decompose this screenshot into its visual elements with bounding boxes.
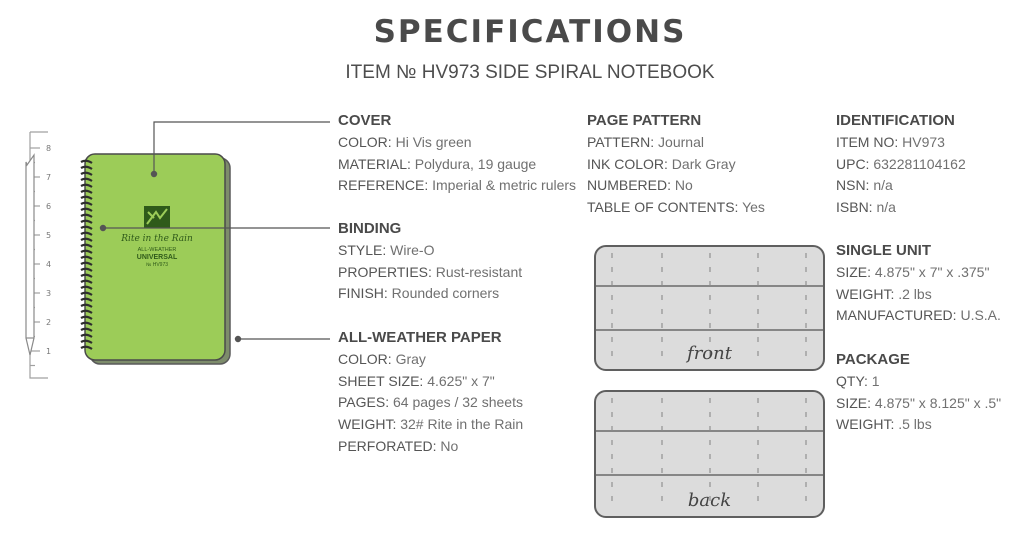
cover-spec-row [338, 175, 576, 197]
page-pattern-spec-row [587, 197, 765, 219]
ruler-number: 2 [46, 318, 52, 327]
binding-spec-row [338, 262, 522, 284]
spec-key: WEIGHT: [338, 416, 397, 433]
paper-spec-row [338, 392, 523, 414]
spec-key: QTY: [836, 373, 868, 389]
spec-value: 32# Rite in the Rain [400, 416, 524, 433]
package-spec-row [836, 393, 1001, 415]
spec-key: SIZE: [836, 264, 872, 280]
ruler-number: 3 [46, 289, 52, 298]
spec-value: 4.625" x 7" [427, 372, 495, 389]
package-spec-row [836, 371, 1001, 393]
binding-spec-row [338, 240, 522, 262]
identification-spec-row [836, 154, 966, 176]
spec-value: Rust-resistant [435, 263, 523, 280]
cover-spec-row [338, 132, 576, 154]
brand-universal: UNIVERSAL [136, 254, 178, 261]
spec-key: SIZE: [836, 394, 872, 411]
spec-key: COLOR: [338, 351, 392, 367]
spec-value: U.S.A. [960, 307, 1001, 324]
identification-heading: IDENTIFICATION [836, 112, 955, 129]
identification-section [836, 110, 966, 219]
spec-key: ISBN: [836, 199, 873, 216]
spec-key: FINISH: [338, 285, 388, 302]
cover-section [338, 110, 576, 197]
spec-key: PROPERTIES: [338, 263, 432, 280]
paper-spec-row [338, 371, 523, 393]
spec-key: STYLE: [338, 242, 387, 258]
spec-value: .2 lbs [898, 285, 932, 302]
spec-value: 4.875" x 8.125" x .5" [874, 394, 1002, 411]
spec-key: MANUFACTURED: [836, 307, 957, 324]
spec-value: n/a [873, 177, 893, 194]
page-pattern-spec-row [587, 132, 765, 154]
front-label: front [687, 343, 732, 364]
identification-spec-row [836, 197, 966, 219]
spec-value: HV973 [902, 134, 945, 150]
spec-value: No [674, 177, 693, 194]
spec-value: Wire-O [390, 242, 435, 258]
spec-value: .5 lbs [898, 416, 932, 433]
paper-heading: ALL-WEATHER PAPER [338, 329, 502, 346]
brand-allweather: ALL-WEATHER [137, 247, 177, 253]
package-section [836, 349, 1001, 436]
ruler-number: 4 [46, 260, 52, 269]
spec-key: SHEET SIZE: [338, 372, 424, 389]
spec-value: 4.875" x 7" x .375" [874, 264, 990, 280]
page-pattern-spec-row [587, 175, 765, 197]
paper-spec-row [338, 414, 523, 436]
cover-callout-dot [151, 171, 156, 176]
page-pattern-section [587, 110, 765, 219]
spec-value: 632281104162 [873, 155, 966, 172]
brand-item-no: № HV973 [145, 262, 169, 268]
spec-key: NSN: [836, 177, 870, 194]
single-unit-heading: SINGLE UNIT [836, 242, 932, 259]
brand-script: Rite in the Rain [121, 234, 193, 244]
back-page-sample [594, 390, 825, 518]
single-unit-spec-row [836, 284, 1001, 306]
binding-spec-row [338, 283, 522, 305]
spec-value: n/a [876, 199, 896, 216]
spec-value: Yes [742, 199, 765, 216]
binding-section [338, 218, 522, 305]
cover-spec-row [338, 154, 576, 176]
rite-in-the-rain-logo-icon [144, 206, 170, 228]
spec-value: Dark Gray [671, 155, 736, 172]
spec-key: NUMBERED: [587, 177, 672, 194]
identification-spec-row [836, 175, 966, 197]
spec-key: PATTERN: [587, 134, 655, 150]
binding-heading: BINDING [338, 220, 402, 237]
spec-value: Polydura, 19 gauge [414, 155, 537, 172]
single-unit-spec-row [836, 262, 1001, 284]
spec-value: 64 pages / 32 sheets [392, 394, 523, 411]
spec-key: ITEM NO: [836, 134, 899, 150]
spec-value: 1 [871, 373, 880, 389]
package-spec-row [836, 414, 1001, 436]
ruler-number: 7 [46, 173, 52, 182]
page-pattern-spec-row [587, 154, 765, 176]
single-unit-spec-row [836, 305, 1001, 327]
spec-key: PERFORATED: [338, 437, 437, 454]
spec-value: Rounded corners [391, 285, 500, 302]
spec-key: WEIGHT: [836, 416, 895, 433]
spec-value: Imperial & metric rulers [432, 177, 577, 194]
ruler-number: 1 [46, 347, 52, 356]
spec-value: Gray [395, 351, 426, 367]
notebook-illustration [0, 110, 330, 510]
ruler-number: 8 [46, 144, 52, 153]
spec-key: TABLE OF CONTENTS: [587, 199, 739, 216]
spec-key: INK COLOR: [587, 155, 668, 172]
ruler-number: 6 [46, 202, 52, 211]
paper-callout-dot [235, 336, 240, 341]
paper-spec-row [338, 436, 523, 458]
page-subtitle: ITEM № HV973 SIDE SPIRAL NOTEBOOK [345, 62, 715, 83]
spec-key: REFERENCE: [338, 177, 429, 194]
spec-value: No [440, 437, 459, 454]
page-pattern-heading: PAGE PATTERN [587, 112, 702, 129]
pencil-icon [26, 155, 34, 355]
page-title: SPECIFICATIONS [373, 14, 687, 50]
paper-section [338, 327, 523, 457]
cover-heading: COVER [338, 112, 392, 129]
single-unit-section [836, 240, 1001, 327]
package-heading: PACKAGE [836, 351, 910, 368]
back-label: back [687, 490, 732, 511]
front-page-sample [594, 245, 825, 371]
spec-value: Journal [658, 134, 704, 150]
identification-spec-row [836, 132, 966, 154]
spec-key: MATERIAL: [338, 155, 411, 172]
spec-key: UPC: [836, 155, 870, 172]
spec-key: COLOR: [338, 134, 392, 150]
spec-value: Hi Vis green [395, 134, 472, 150]
binding-callout-dot [100, 225, 105, 230]
spec-key: PAGES: [338, 394, 390, 411]
paper-spec-row [338, 349, 523, 371]
ruler-number: 5 [46, 231, 52, 240]
spec-key: WEIGHT: [836, 285, 895, 302]
